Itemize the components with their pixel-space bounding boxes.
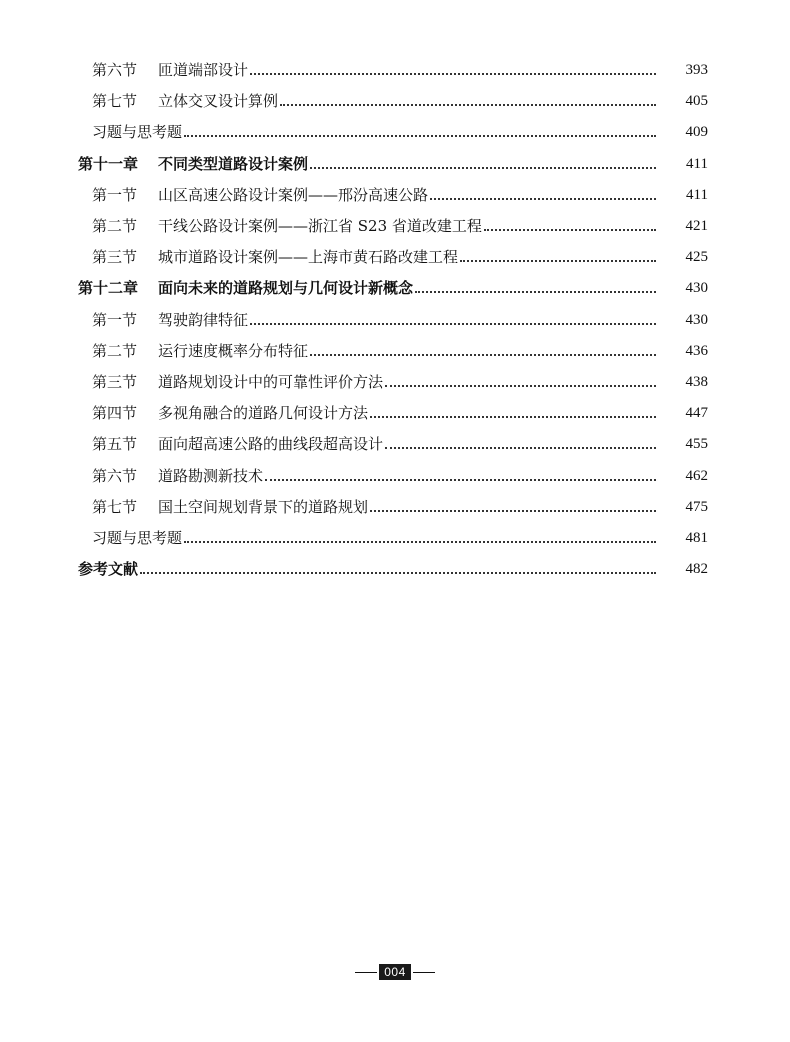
toc-entry-title: 运行速度概率分布特征 [158, 341, 309, 360]
toc-entry-title: 城市道路设计案例——上海市黄石路改建工程 [158, 248, 459, 267]
toc-dot-leader [184, 134, 656, 137]
toc-entry-label [0, 310, 249, 329]
toc-entry-page: 430 [685, 311, 708, 328]
toc-dot-leader [430, 197, 656, 200]
toc-entry-page: 411 [686, 186, 708, 203]
toc-entry[interactable] [0, 211, 790, 242]
toc-dot-leader [265, 478, 656, 481]
toc-entry-title: 不同类型道路设计案例 [158, 154, 309, 173]
toc-dot-leader [370, 509, 656, 512]
toc-entry-page: 411 [686, 155, 708, 172]
toc-entry[interactable] [0, 460, 790, 491]
toc-entry-page: 425 [685, 249, 708, 266]
toc-entry-title: 匝道端部设计 [158, 61, 249, 80]
toc-entry-number: 第十二章 [78, 279, 139, 298]
toc-entry-number: 第六节 [92, 61, 138, 80]
toc-entry[interactable] [0, 554, 790, 585]
toc-entry-number: 第二节 [92, 217, 138, 236]
page-number: 004 [379, 964, 411, 980]
toc-entry-title: 山区高速公路设计案例——邢汾高速公路 [158, 185, 429, 204]
toc-entry-number: 第二节 [92, 341, 138, 360]
toc-entry-label [0, 372, 384, 391]
toc-dot-leader [310, 166, 656, 169]
toc-entry-number: 第一节 [92, 310, 138, 329]
toc-entry-page: 409 [685, 124, 708, 141]
toc-entry-label [0, 125, 182, 140]
toc-entry-label [0, 219, 482, 234]
toc-entry-title: 干线公路设计案例——浙江省 S23 省道改建工程 [158, 217, 482, 236]
toc-entry-label [0, 466, 264, 485]
toc-entry-label [0, 406, 368, 421]
toc-entry[interactable] [0, 336, 790, 367]
toc-entry-title: 道路规划设计中的可靠性评价方法 [158, 372, 384, 391]
toc-entry-page: 421 [685, 218, 708, 235]
toc-entry[interactable] [0, 305, 790, 336]
toc-entry-page: 447 [685, 405, 708, 422]
toc-dot-leader [250, 72, 656, 75]
toc-entry-title: 习题与思考题 [92, 123, 183, 142]
toc-entry-number: 第十一章 [78, 154, 139, 173]
toc-entry[interactable] [0, 429, 790, 460]
toc-entry-number: 第四节 [92, 404, 138, 423]
toc-entry-page: 482 [685, 561, 708, 578]
toc-entry-label [0, 497, 369, 516]
toc-entry-page: 405 [685, 93, 708, 110]
toc-entry-page: 436 [685, 342, 708, 359]
toc-entry-title: 国土空间规划背景下的道路规划 [158, 497, 369, 516]
table-of-contents [0, 55, 790, 585]
toc-entry-title: 习题与思考题 [92, 528, 183, 547]
toc-entry-page: 438 [685, 373, 708, 390]
toc-entry-title: 驾驶韵律特征 [158, 310, 249, 329]
toc-dot-leader [184, 540, 656, 543]
toc-entry-label [0, 341, 309, 360]
toc-entry[interactable] [0, 523, 790, 554]
toc-dot-leader [385, 446, 656, 449]
toc-dot-leader [415, 290, 656, 293]
toc-entry-page: 481 [685, 529, 708, 546]
toc-entry-title: 参考文献 [78, 560, 139, 579]
toc-entry[interactable] [0, 273, 790, 304]
toc-entry-number: 第三节 [92, 372, 138, 391]
toc-entry-number: 第六节 [92, 466, 138, 485]
toc-dot-leader [310, 353, 656, 356]
toc-entry-title: 立体交叉设计算例 [158, 92, 279, 111]
toc-entry-number: 第七节 [92, 92, 138, 111]
toc-entry[interactable] [0, 180, 790, 211]
toc-entry-label [0, 528, 183, 547]
toc-entry[interactable] [0, 149, 790, 180]
toc-entry-title: 面向未来的道路规划与几何设计新概念 [158, 279, 414, 298]
toc-entry-page: 455 [685, 436, 708, 453]
toc-entry[interactable] [0, 398, 790, 429]
footer-rule-right [413, 972, 435, 973]
toc-entry[interactable] [0, 86, 790, 117]
toc-entry-title: 面向超高速公路的曲线段超高设计 [158, 435, 384, 454]
toc-entry-title: 道路勘测新技术 [158, 466, 264, 485]
toc-entry[interactable] [0, 242, 790, 273]
toc-entry-label [0, 185, 429, 204]
toc-entry-label [0, 63, 248, 78]
toc-entry-label [0, 281, 413, 296]
toc-entry-label [0, 94, 278, 109]
toc-entry-number: 第一节 [92, 185, 138, 204]
toc-entry-label [0, 437, 383, 452]
toc-entry[interactable] [0, 367, 790, 398]
toc-entry-number: 第三节 [92, 248, 138, 267]
toc-dot-leader [370, 415, 656, 418]
toc-entry[interactable] [0, 117, 790, 148]
page-footer [0, 964, 790, 980]
toc-entry-label [0, 250, 458, 265]
toc-dot-leader [280, 103, 656, 106]
toc-entry-page: 475 [685, 498, 708, 515]
footer-rule-left [355, 972, 377, 973]
toc-entry-page: 430 [685, 280, 708, 297]
toc-entry-number: 第七节 [92, 497, 138, 516]
toc-entry-page: 462 [685, 467, 708, 484]
toc-entry-title: 多视角融合的道路几何设计方法 [158, 404, 369, 423]
toc-dot-leader [250, 322, 656, 325]
toc-dot-leader [140, 571, 656, 574]
toc-dot-leader [484, 228, 656, 231]
toc-dot-leader [385, 384, 656, 387]
toc-dot-leader [460, 259, 656, 262]
toc-entry-number: 第五节 [92, 435, 138, 454]
toc-entry[interactable] [0, 492, 790, 523]
toc-entry-label [0, 562, 138, 577]
toc-entry-page: 393 [685, 62, 708, 79]
toc-entry[interactable] [0, 55, 790, 86]
toc-entry-label [0, 154, 309, 173]
